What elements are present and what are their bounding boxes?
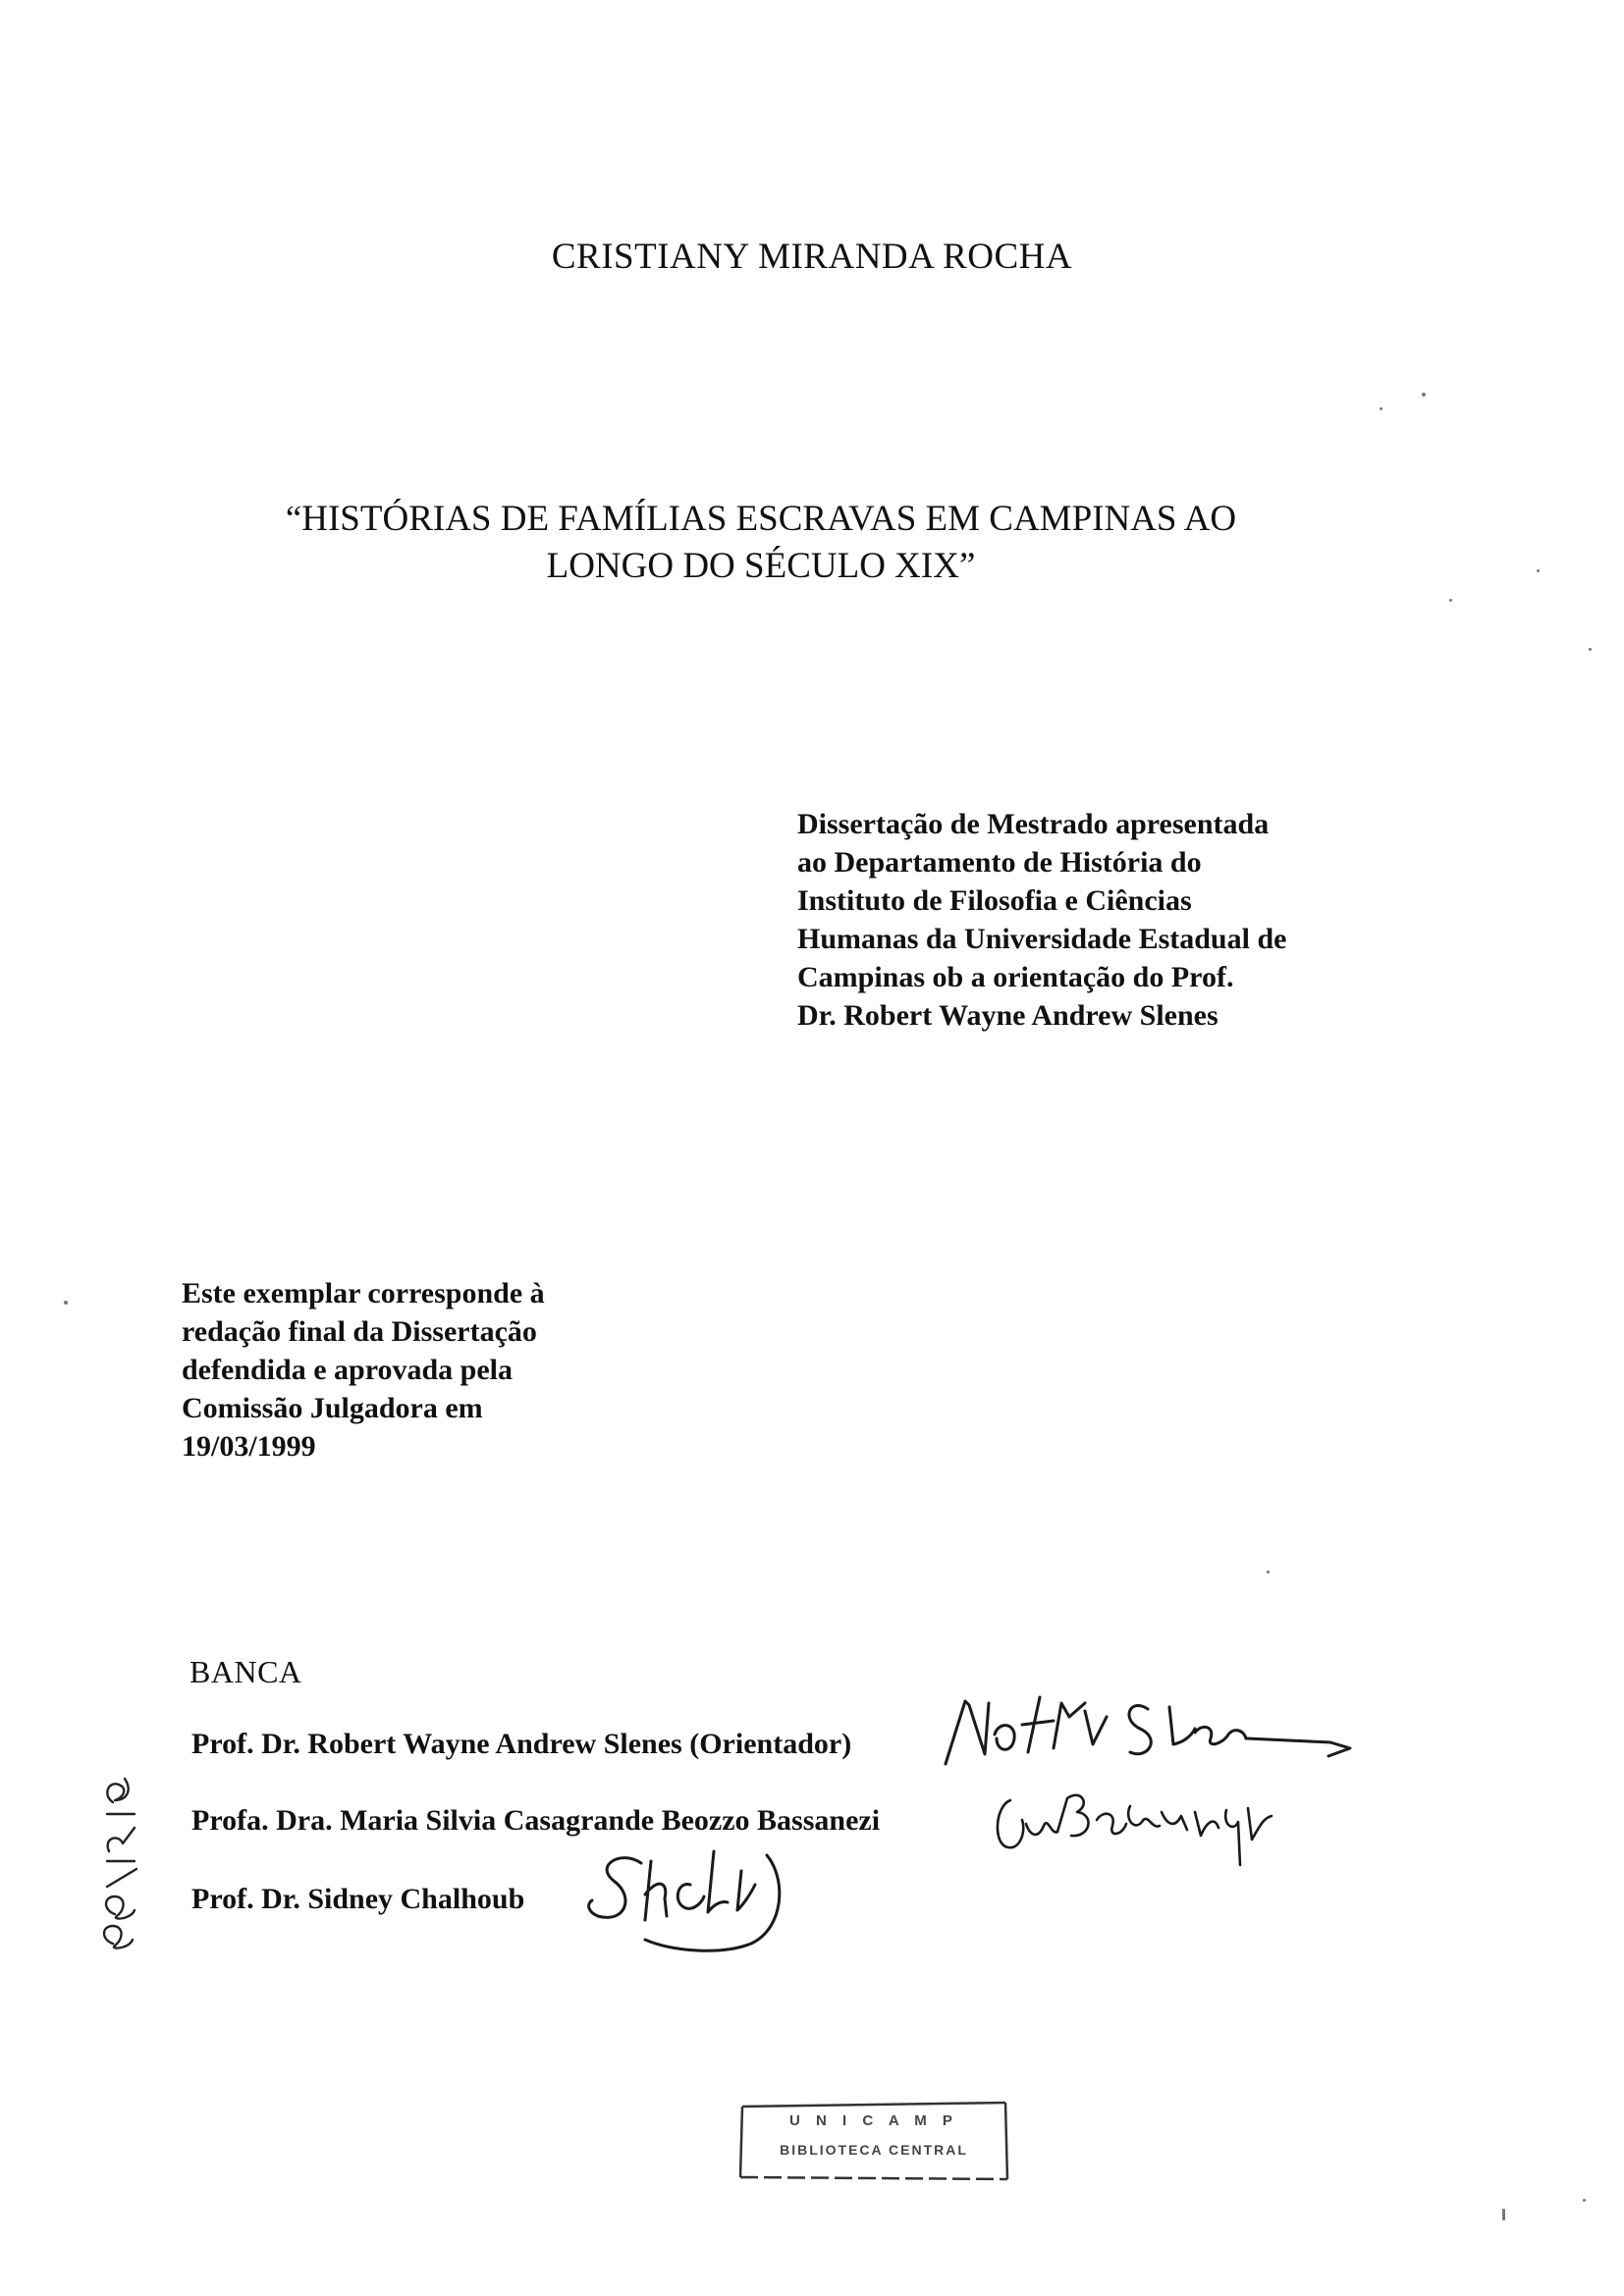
banca-member-advisor: Prof. Dr. Robert Wayne Andrew Slenes (Orientador) [191, 1728, 852, 1760]
banca-heading: BANCA [189, 1654, 302, 1689]
scan-speck [1589, 648, 1592, 651]
scan-speck [64, 1301, 68, 1305]
banca-member-chalhoub: Prof. Dr. Sidney Chalhoub [191, 1883, 525, 1915]
dissertation-title [196, 496, 1326, 590]
dissertation-line: Dissertação de Mestrado apresentada [797, 808, 1270, 840]
approval-line: redação final da Dissertação [182, 1315, 537, 1348]
scan-speck [1422, 393, 1426, 397]
dissertation-line: Instituto de Filosofia e Ciências [797, 884, 1192, 917]
dissertation-line: Dr. Robert Wayne Andrew Slenes [797, 999, 1218, 1032]
signature-chalhoub [574, 1826, 790, 1963]
scan-speck [1537, 569, 1540, 572]
banca-member-bassanezi: Profa. Dra. Maria Silvia Casagrande Beozzo Bassanezi [191, 1804, 881, 1837]
approval-line: defendida e aprovada pela [182, 1354, 513, 1386]
stamp-line-2: BIBLIOTECA CENTRAL [780, 2142, 968, 2158]
author-name: CRISTIANY MIRANDA ROCHA [551, 237, 1073, 277]
scan-speck [1583, 2199, 1586, 2202]
scan-speck [1449, 599, 1452, 602]
stamp-line-1: U N I C A M P [789, 2112, 958, 2129]
title-line-2: LONGO DO SÉCULO XIX” [546, 546, 976, 586]
dissertation-line: Humanas da Universidade Estadual de [797, 923, 1287, 955]
approval-line: Este exemplar corresponde à [182, 1277, 545, 1309]
approval-line: Comissão Julgadora em [182, 1392, 483, 1424]
scan-speck [1267, 1571, 1270, 1574]
dissertation-note [797, 805, 1367, 1035]
signature-bassanezi [987, 1777, 1281, 1885]
scan-speck [1380, 407, 1382, 410]
dissertation-line: ao Departamento de História do [797, 846, 1202, 879]
approval-note [182, 1274, 594, 1466]
title-line-1: “HISTÓRIAS DE FAMÍLIAS ESCRAVAS EM CAMPINAS AO [285, 499, 1237, 539]
scan-speck [1502, 2209, 1505, 2220]
approval-date: 19/03/1999 [182, 1430, 316, 1463]
library-stamp [736, 2099, 1011, 2185]
dissertation-line: Campinas ob a orientação do Prof. [797, 961, 1234, 993]
handwritten-accession-note [93, 1767, 152, 1953]
signature-slenes [938, 1683, 1380, 1782]
